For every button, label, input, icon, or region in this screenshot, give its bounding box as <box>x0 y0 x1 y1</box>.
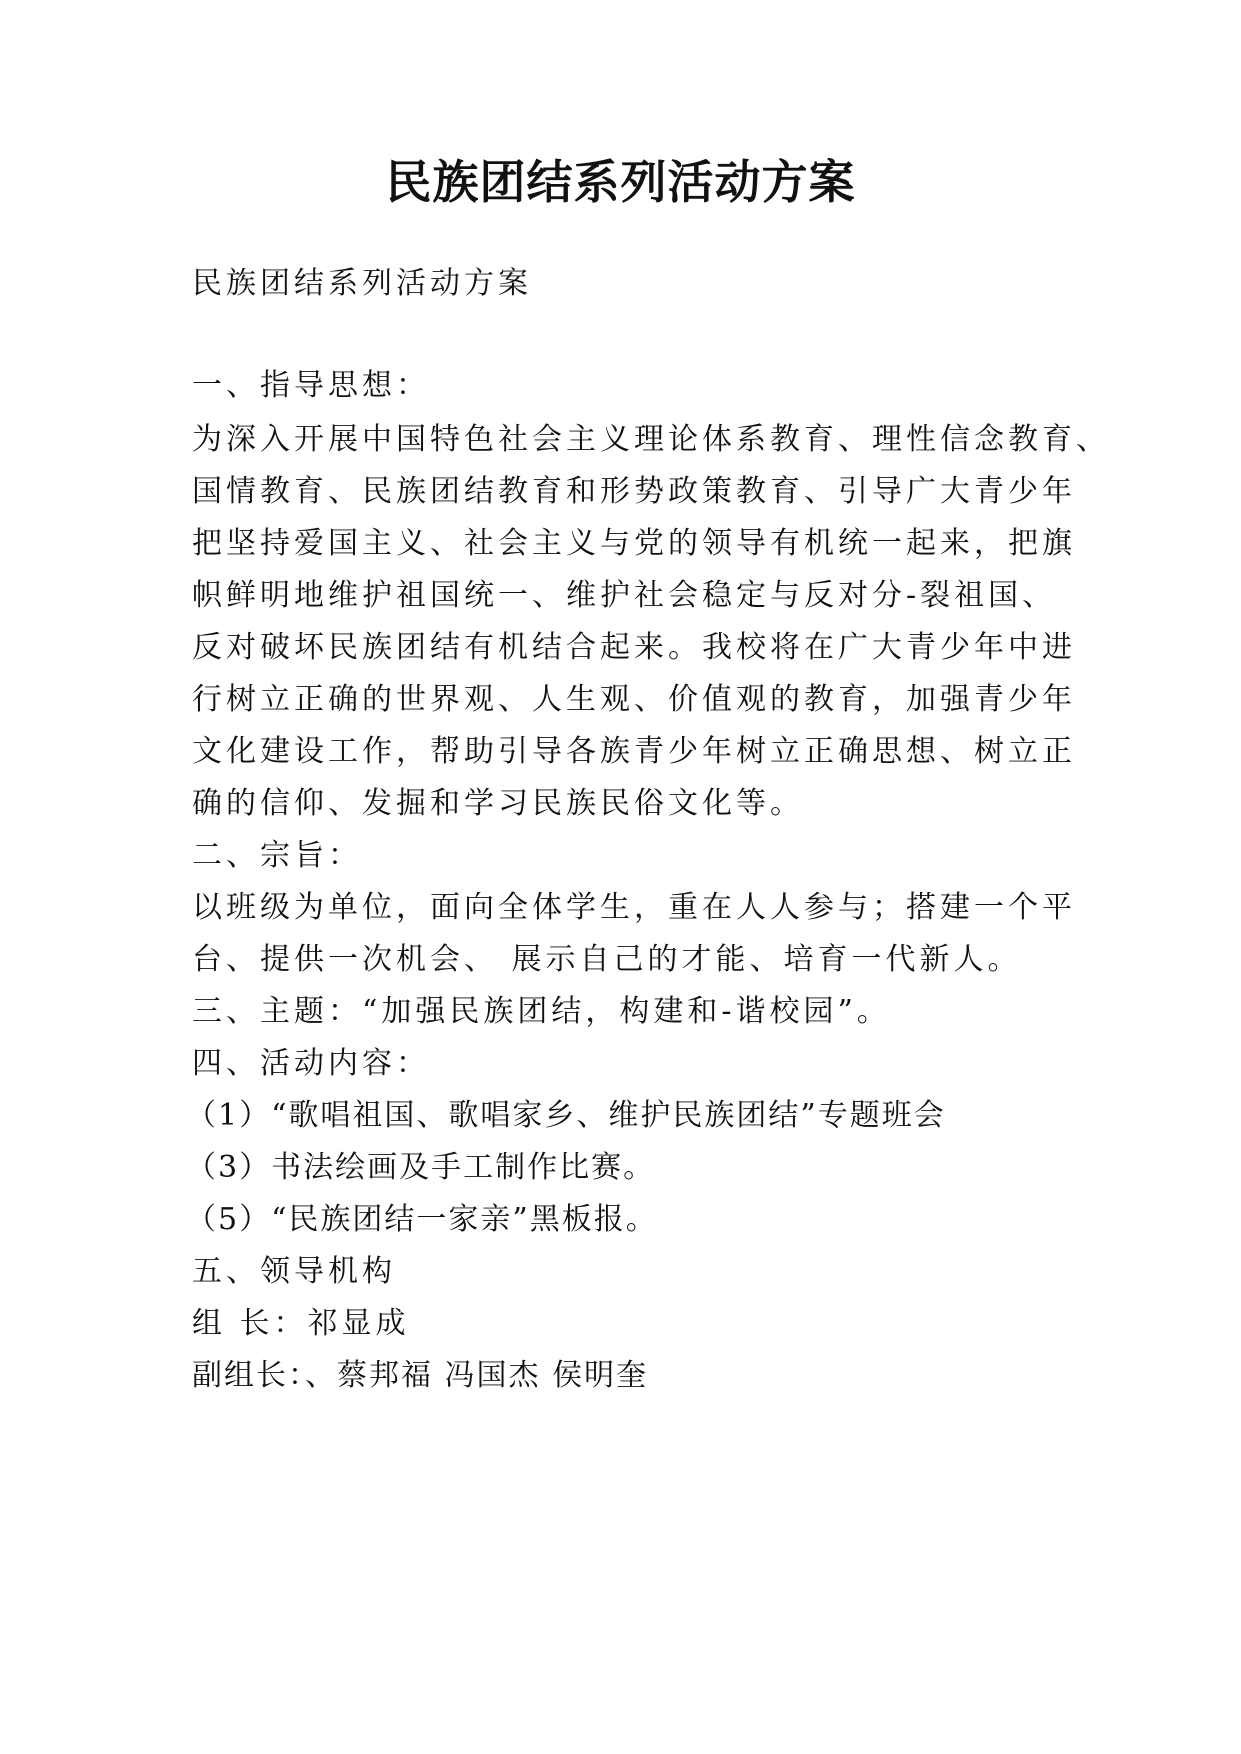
list-item: （1）“歌唱祖国、歌唱家乡、维护民族团结”专题班会 <box>186 1098 946 1133</box>
paragraph-line: 行树立正确的世界观、人生观、价值观的教育，加强青少年 <box>192 682 1076 717</box>
paragraph-line: 以班级为单位，面向全体学生，重在人人参与；搭建一个平 <box>192 890 1076 925</box>
leader-line: 组 长：祁显成 <box>192 1306 410 1341</box>
paragraph-line: 把坚持爱国主义、社会主义与党的领导有机统一起来，把旗 <box>192 526 1076 561</box>
section-heading-activity-content: 四、活动内容： <box>192 1046 430 1081</box>
section-heading-guiding-thought: 一、指导思想： <box>192 368 430 403</box>
list-item: （5）“民族团结一家亲”黑板报。 <box>186 1202 658 1237</box>
section-heading-purpose: 二、宗旨： <box>192 838 362 873</box>
paragraph-line: 确的信仰、发掘和学习民族民俗文化等。 <box>192 786 804 821</box>
paragraph-line: 国情教育、民族团结教育和形势政策教育、引导广大青少年 <box>192 474 1076 509</box>
section-heading-leadership: 五、领导机构 <box>192 1254 396 1289</box>
paragraph-line: 帜鲜明地维护祖国统一、维护社会稳定与反对分-裂祖国、 <box>192 578 1057 613</box>
document-subtitle: 民族团结系列活动方案 <box>192 266 532 301</box>
paragraph-line: 文化建设工作，帮助引导各族青少年树立正确思想、树立正 <box>192 734 1076 769</box>
paragraph-line: 台、提供一次机会、 展示自己的才能、培育一代新人。 <box>192 942 1022 977</box>
deputy-leader-line: 副组长：、蔡邦福 冯国杰 侯明奎 <box>192 1358 649 1393</box>
list-item: （3）书法绘画及手工制作比赛。 <box>186 1150 656 1185</box>
paragraph-line: 为深入开展中国特色社会主义理论体系教育、理性信念教育、 <box>192 422 1110 457</box>
section-theme: 三、主题：“加强民族团结，构建和-谐校园”。 <box>192 994 891 1029</box>
document-title: 民族团结系列活动方案 <box>385 155 856 209</box>
paragraph-line: 反对破坏民族团结有机结合起来。我校将在广大青少年中进 <box>192 630 1076 665</box>
